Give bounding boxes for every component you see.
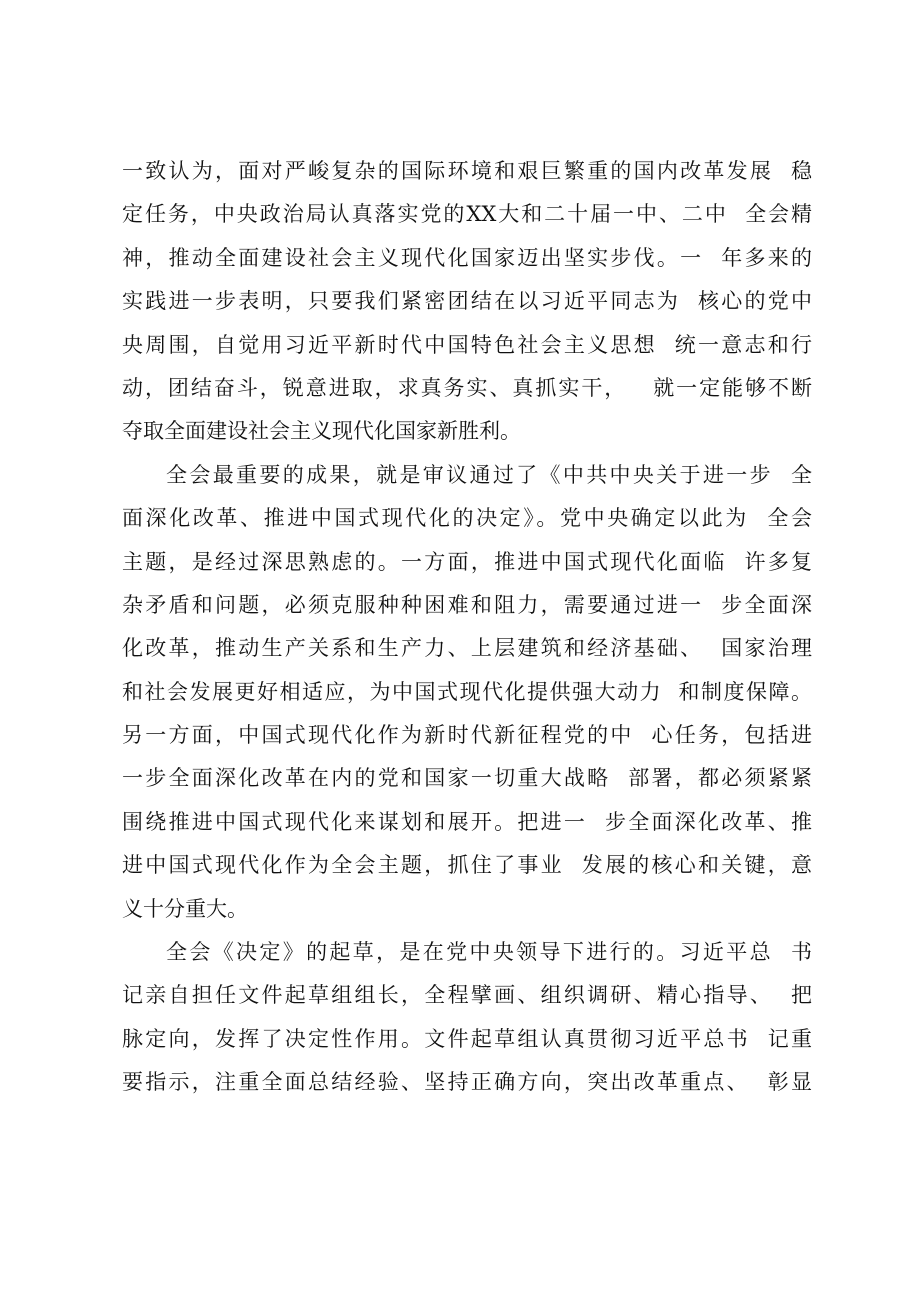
text-line: 主题，是经过深思熟虑的。一方面，推进中国式现代化面临 许多复	[122, 549, 812, 574]
text-line: 要指示，注重全面总结经验、坚持正确方向，突出改革重点、 彰显	[122, 1070, 812, 1095]
text-line: 记亲自担任文件起草组组长，全程擘画、组织调研、精心指导、 把	[122, 983, 812, 1008]
text-line: 围绕推进中国式现代化来谋划和展开。把进一 步全面深化改革、推	[122, 809, 812, 834]
text-line: 脉定向，发挥了决定性作用。文件起草组认真贯彻习近平总书 记重	[122, 1026, 812, 1051]
text-line: 化改革，推动生产关系和生产力、上层建筑和经济基础、 国家治理	[122, 636, 812, 661]
text-line: 面深化改革、推进中国式现代化的决定》。党中央确定以此为 全会	[122, 506, 812, 531]
text-line: 定任务，中央政治局认真落实党的XX大和二十届一中、二中 全会精	[122, 202, 812, 227]
paragraph-3	[122, 931, 812, 1105]
document-body	[122, 150, 812, 1105]
text-line: 动，团结奋斗，锐意进取，求真务实、真抓实干， 就一定能够不断	[122, 375, 812, 400]
text-line: 全会最重要的成果，就是审议通过了《中共中央关于进一步 全	[166, 462, 812, 487]
text-line: 实践进一步表明，只要我们紧密团结在以习近平同志为 核心的党中	[122, 289, 812, 314]
paragraph-2	[122, 454, 812, 931]
text-line: 全会《决定》的起草，是在党中央领导下进行的。习近平总 书	[166, 940, 812, 965]
text-line: 杂矛盾和问题，必须克服种种困难和阻力，需要通过进一 步全面深	[122, 592, 812, 617]
text-line: 进中国式现代化作为全会主题，抓住了事业 发展的核心和关键，意	[122, 853, 812, 878]
text-line: 另一方面，中国式现代化作为新时代新征程党的中 心任务，包括进	[122, 723, 812, 748]
text-line: 夺取全面建设社会主义现代化国家新胜利。	[122, 419, 521, 444]
text-line: 一步全面深化改革在内的党和国家一切重大战略 部署，都必须紧紧	[122, 766, 812, 791]
text-line: 和社会发展更好相适应，为中国式现代化提供强大动力 和制度保障。	[122, 679, 812, 704]
paragraph-1	[122, 150, 812, 454]
text-line: 神，推动全面建设社会主义现代化国家迈出坚实步伐。一 年多来的	[122, 245, 812, 270]
text-line: 义十分重大。	[122, 896, 248, 921]
text-line: 一致认为，面对严峻复杂的国际环境和艰巨繁重的国内改革发展 稳	[122, 159, 812, 183]
text-line: 央周围，自觉用习近平新时代中国特色社会主义思想 统一意志和行	[122, 332, 812, 357]
